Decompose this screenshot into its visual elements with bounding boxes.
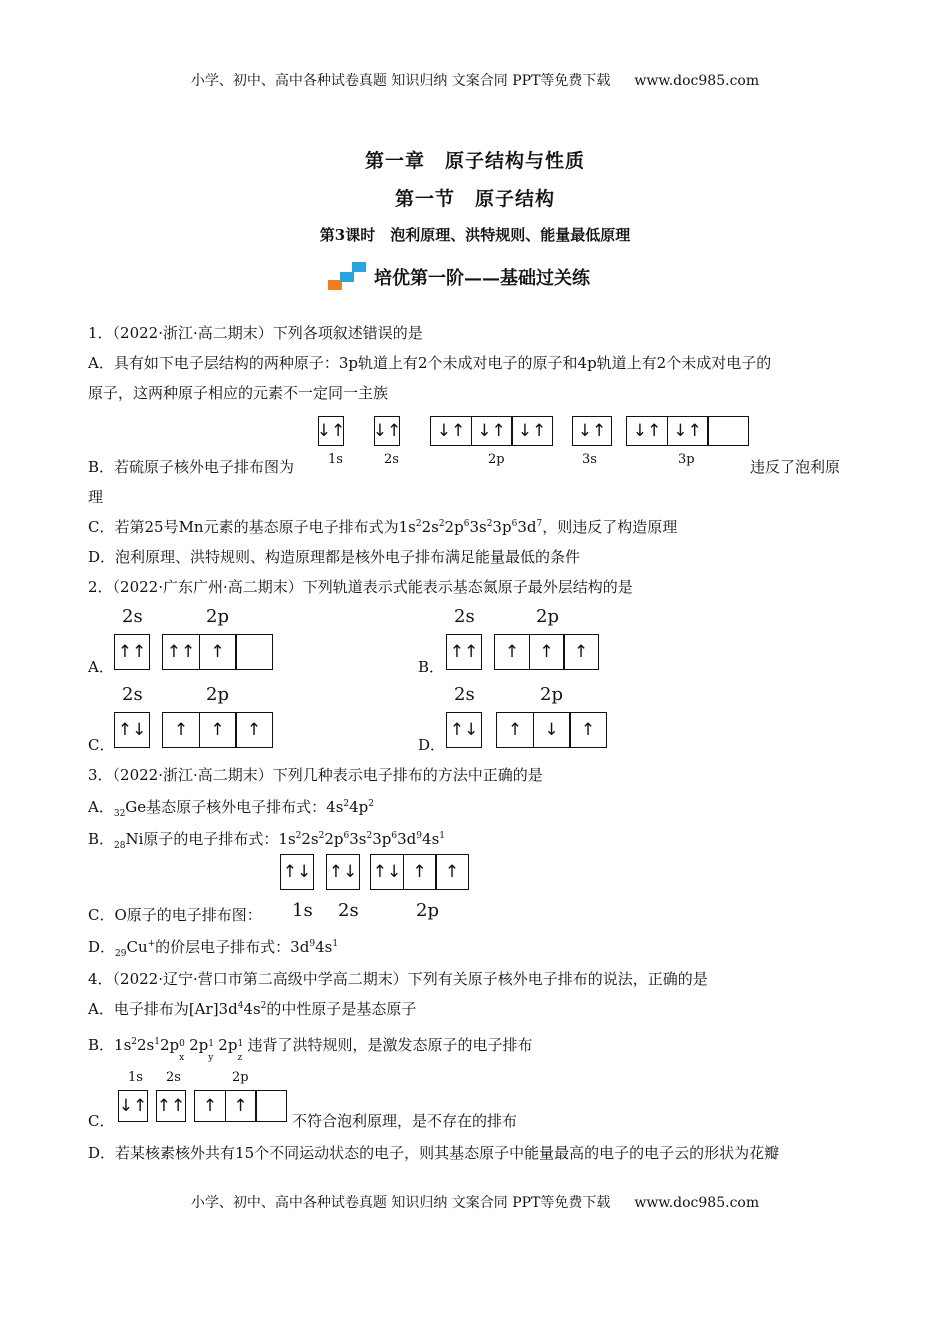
orbital-3s: ↓↑ [572,416,612,446]
orbital-2s: ↓↑ [374,416,400,446]
section-title: 第一节 原子结构 [394,188,555,210]
banner-text: 培优第一阶——基础过关练 [374,268,590,289]
q3-stem: 3．（2022·浙江·高二期末）下列几种表示电子排布的方法中正确的是 [88,766,543,784]
label-3p: 3p [678,452,695,467]
footer-text: 小学、初中、高中各种试卷真题 知识归纳 文案合同 PPT等免费下载 [190,1195,611,1211]
q4-stem: 4．（2022·辽宁·营口市第二高级中学高二期末）下列有关原子核外电子排布的说法，正确的是 [88,970,708,988]
header-text: 小学、初中、高中各种试卷真题 知识归纳 文案合同 PPT等免费下载 [190,73,611,89]
q2-option-c[interactable]: C． 2s 2p ↑↓ ↑ ↑ ↑ [88,682,288,754]
q1-sulfur-orbital-diagram [318,414,758,470]
footer-site: www.doc985.com [634,1195,760,1211]
orbital-2p: ↓↑ ↓↑ ↓↑ [430,416,553,446]
q2-stem: 2．（2022·广东广州·高二期末）下列轨道表示式能表示基态氮原子最外层结构的是 [88,578,633,596]
q1-option-b-post: 违反了泡利原 [750,458,841,476]
label-1s: 1s [328,452,343,467]
q2-option-d[interactable]: D． 2s 2p ↑↓ ↑ ↓ ↑ [418,682,618,754]
q2-option-b[interactable]: B． 2s 2p ↑↑ ↑ ↑ ↑ [418,604,618,676]
lesson-title: 第3课时 泡利原理、洪特规则、能量最低原理 [319,226,631,244]
q3-option-a: A．$_{32}$Ge基态原子核外电子排布式：$4s^24p^2$ [88,798,375,819]
q1-option-b-pre: B．若硫原子核外电子排布图为 [88,458,295,476]
page-header [0,70,950,90]
q4-option-c-text: 不符合泡利原理，是不存在的排布 [292,1112,518,1130]
q4-option-a: A．电子排布为$[Ar]3d^44s^2$的中性原子是基态原子 [88,1000,417,1018]
q3-option-b: B．$_{28}$Ni原子的电子排布式：$1s^22s^22p^63s^23p^63d^94s^1$ [88,830,446,851]
label-2p: 2p [488,452,505,467]
orbital-3p: ↓↑ ↓↑ [626,416,749,446]
q4-orbital-diagram: 1s 2s 2p ↓↑ ↑↑ ↑ ↑ [114,1070,314,1130]
orbital-1s: ↓↑ [318,416,344,446]
q3-option-c: C．O原子的电子排布图： [88,906,262,924]
q2-option-a[interactable]: A． 2s 2p ↑↑ ↑↑ ↑ [88,604,288,676]
stairs-icon [328,260,370,292]
q3-option-d: D．$_{29}$Cu+的价层电子排布式：$3d^94s^1$ [88,938,339,959]
label-2s: 2s [384,452,399,467]
q1-option-b-line2: 理 [88,488,104,506]
header-site: www.doc985.com [634,73,760,89]
q4-option-c-label: C． [88,1112,115,1130]
q3-oxygen-orbital-diagram: ↑↓ ↑↓ ↑↓ ↑ ↑ 1s 2s 2p [280,854,480,924]
q4-option-b: B．$1s^22s^12p$ 0 x 2p 1 y 2p 1 z 违背了洪特规则，是激发态原子的电子排布 [88,1036,533,1063]
q1-stem: 1．（2022·浙江·高二期末）下列各项叙述错误的是 [88,324,423,342]
q1-option-a-line1: A．具有如下电子层结构的两种原子：3p轨道上有2个未成对电子的原子和4p轨道上有2个未成对电子的 [88,354,772,372]
chapter-title: 第一章 原子结构与性质 [364,150,585,172]
q4-option-d: D．若某核素核外共有15个不同运动状态的电子，则其基态原子中能量最高的电子的电子云的形状为花瓣 [88,1144,780,1162]
page-footer [0,1192,950,1212]
label-3s: 3s [582,452,597,467]
q1-option-d: D．泡利原理、洪特规则、构造原理都是核外电子排布满足能量最低的条件 [88,548,581,566]
banner [328,258,628,294]
q1-option-a-line2: 原子，这两种原子相应的元素不一定同一主族 [88,384,389,402]
q1-option-c: C．若第25号Mn元素的基态原子电子排布式为$1s^22s^22p^63s^23p^63d^7$，则违反了构造原理 [88,518,678,536]
